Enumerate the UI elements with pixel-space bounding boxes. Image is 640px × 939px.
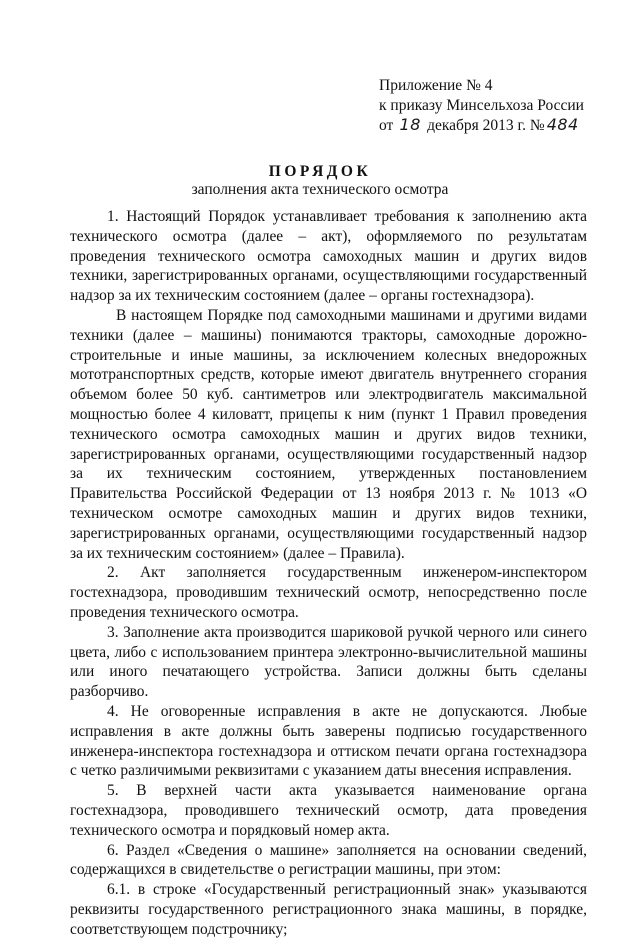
annex-order-date-line [379,115,584,136]
paragraph: 5. В верхней части акта указывается наименование органа гостехнадзора, проводившего технический осмотр, дата проведения технического осмотра и порядковый номер акта. [70,782,587,839]
document-body [70,207,587,939]
paragraph: 3. Заполнение акта производится шариковой ручкой черного или синего цвета, либо с использованием принтера электронно-вычислительной машины или иного печатающего устройства. Записи должны быть сделаны разборчиво. [70,623,587,701]
handwritten-order-number: 484 [546,115,579,134]
annex-header [379,76,584,136]
handwritten-day: 18 [399,115,421,134]
document-title: ПОРЯДОК [268,163,372,180]
annex-order-reference: к приказу Минсельхоза России [379,96,584,114]
paragraph: 6. Раздел «Сведения о машине» заполняется на основании сведений, содержащихся в свидетельстве о регистрации машины, при этом: [70,841,587,879]
paragraph: В настоящем Порядке под самоходными машинами и другими видами техники (далее – машины) понимаются тракторы, самоходные дорожно-строительные и иные машины, за исключением колесных внедорожных мототранспортных средств, которые имеют двигатель внутреннего сгорания объемом более 50 куб. сантиметров или электродвигатель максимальной мощностью более 4 киловатт, прицепы к ним (пункт 1 Правил проведения технического осмотра самоходных машин и других видов техники, зарегистрированных органами, осуществляющими государственный надзор за их техническим состоянием, утвержденных постановлением Правительства Российской Федерации от 13 ноября 2013 г. № 1013 «О техническом осмотре самоходных машин и других видов техники, зарегистрированных органами, осуществляющими государственный надзор за их техническим состоянием» (далее – Правила). [70,306,587,562]
paragraph: 1. Настоящий Порядок устанавливает требования к заполнению акта технического осмотра (далее – акт), оформляемого по результатам проведения технического осмотра самоходных машин и других видов техники, зарегистрированных органами, осуществляющими государственный надзор за их техническим состоянием (далее – органы гостехнадзора). [70,208,587,305]
annex-date-middle: декабря 2013 г. № [427,117,545,134]
paragraph: 4. Не оговоренные исправления в акте не допускаются. Любые исправления в акте должны быть заверены подписью государственного инженера-инспектора гостехнадзора и оттиском печати органа гостехнадзора с четко различимыми реквизитами с указанием даты внесения исправления. [70,702,587,780]
paragraph: 2. Акт заполняется государственным инженером-инспектором гостехнадзора, проводившим технический осмотр, непосредственно после проведения технического осмотра. [70,564,587,621]
annex-number: Приложение № 4 [379,77,493,94]
annex-date-prefix: от [379,117,394,134]
paragraph: 6.1. в строке «Государственный регистрационный знак» указываются реквизиты государственного регистрационного знака машины, в порядке, соответствующем подстрочнику; [70,881,587,938]
document-subtitle: заполнения акта технического осмотра [191,181,449,198]
